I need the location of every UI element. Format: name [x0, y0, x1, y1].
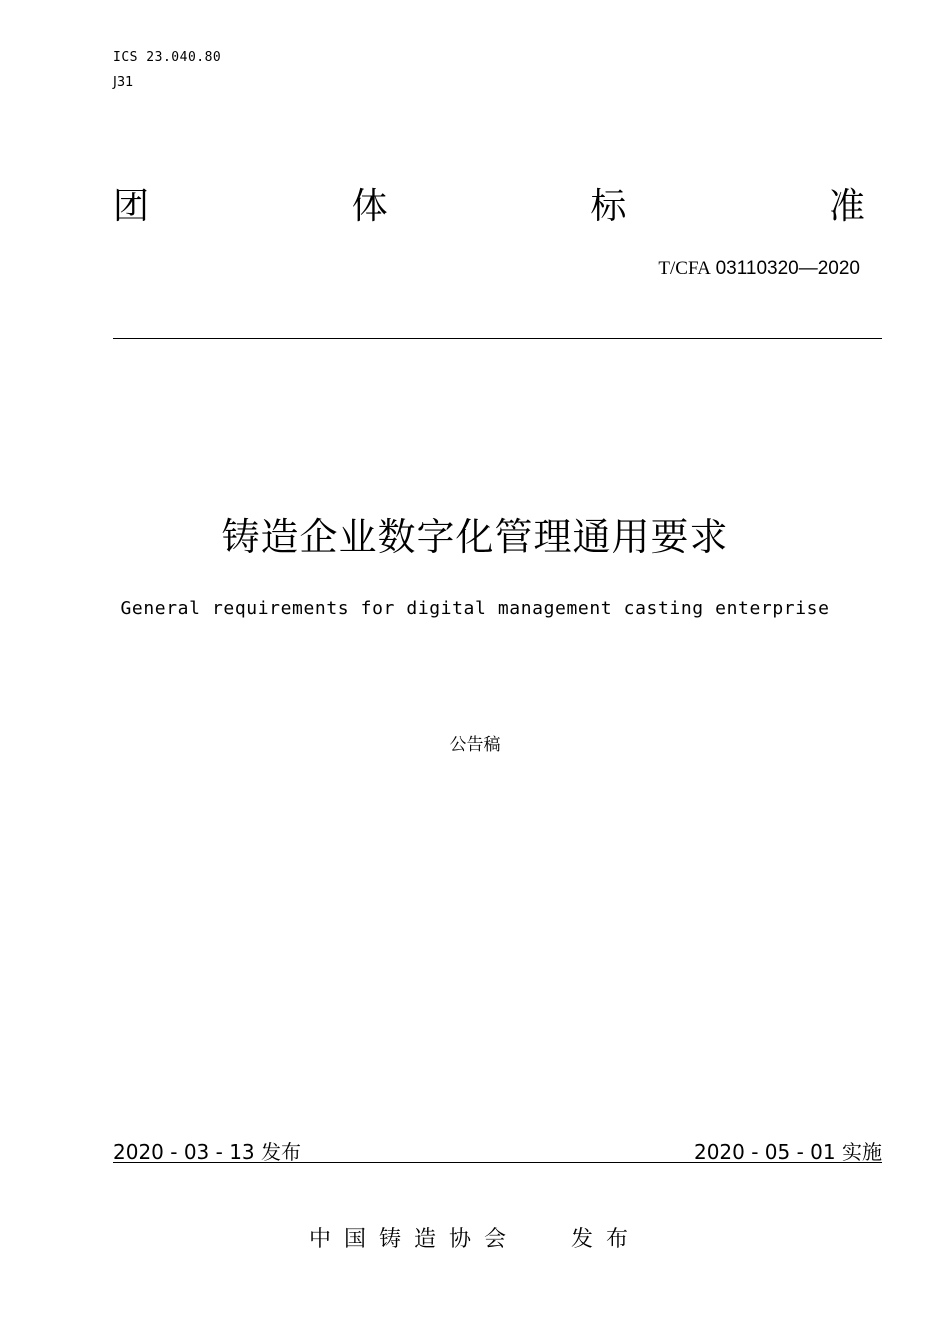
implementation-date: 2020 - 05 - 01 实施	[693, 1140, 882, 1164]
publish-label: 发布	[571, 1227, 642, 1252]
document-title-chinese: 铸造企业数字化管理通用要求	[221, 515, 729, 559]
standard-type-char: 准	[828, 186, 865, 227]
classification-code: J31	[113, 75, 134, 90]
standard-number-code: 03110320—2020	[715, 258, 860, 279]
standard-number	[658, 258, 860, 280]
ics-code: ICS 23.040.80	[113, 50, 222, 65]
draft-status: 公告稿	[449, 735, 501, 755]
publisher-line	[0, 1222, 950, 1253]
standard-type-char: 标	[590, 186, 627, 227]
publisher-name: 中国铸造协会	[308, 1227, 519, 1252]
standard-type-char: 团	[113, 186, 150, 227]
standard-type-char: 体	[351, 186, 388, 227]
top-divider	[113, 338, 882, 339]
standard-type-heading	[113, 183, 865, 231]
issue-date: 2020 - 03 - 13 发布	[113, 1140, 302, 1164]
standard-number-prefix: T/CFA	[658, 258, 711, 279]
bottom-divider	[113, 1162, 882, 1163]
document-title-english: General requirements for digital management casting enterprise	[120, 598, 830, 619]
